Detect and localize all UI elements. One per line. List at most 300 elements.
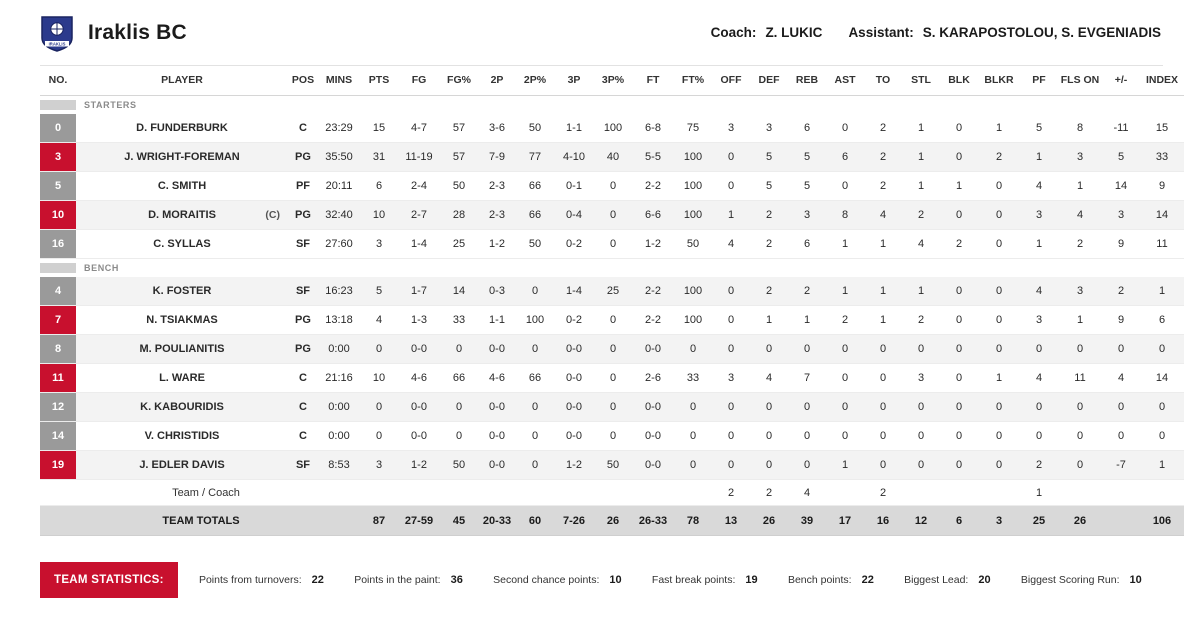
player-name[interactable] xyxy=(76,277,288,306)
to: 1 xyxy=(879,238,887,250)
3p: 1-2 xyxy=(566,459,582,471)
table-row[interactable] xyxy=(40,172,1184,201)
off: 0 xyxy=(727,401,735,413)
ft: 5-5 xyxy=(645,151,661,163)
3p: 0-2 xyxy=(566,238,582,250)
fgp: 50 xyxy=(452,180,466,192)
player-name-text: V. CHRISTIDIS xyxy=(144,430,220,442)
team-coach-off: 2 xyxy=(712,480,750,506)
team-coach-plusminus xyxy=(1102,480,1140,506)
player-name[interactable] xyxy=(76,393,288,422)
assistant-label: Assistant: xyxy=(848,25,914,40)
2pp: 50 xyxy=(528,238,542,250)
coach-label: Coach: xyxy=(710,25,757,40)
col-ftp[interactable]: FT% xyxy=(674,66,712,96)
jersey-cell xyxy=(40,364,76,393)
col-3p[interactable]: 3P xyxy=(554,66,594,96)
flson: 1 xyxy=(1076,180,1084,192)
col-fgp[interactable]: FG% xyxy=(440,66,478,96)
player-name[interactable] xyxy=(76,172,288,201)
table-row[interactable] xyxy=(40,393,1184,422)
plusminus: 3 xyxy=(1117,209,1125,221)
pts: 0 xyxy=(375,430,383,442)
jersey-cell xyxy=(40,143,76,172)
blkr: 0 xyxy=(995,314,1003,326)
player-name[interactable] xyxy=(76,143,288,172)
mins: 13:18 xyxy=(325,314,353,326)
jersey-cell xyxy=(40,422,76,451)
totals-blk: 6 xyxy=(940,506,978,536)
flson: 3 xyxy=(1076,285,1084,297)
stat-label: Bench points: xyxy=(787,574,852,586)
index: 1 xyxy=(1158,459,1166,471)
staff-info xyxy=(711,25,1163,40)
blkr: 2 xyxy=(995,151,1003,163)
ft: 2-2 xyxy=(645,314,661,326)
fgp: 0 xyxy=(455,401,463,413)
pos: SF xyxy=(295,238,311,250)
stat-value: 10 xyxy=(609,574,622,586)
totals-ftp: 78 xyxy=(674,506,712,536)
player-name[interactable] xyxy=(76,306,288,335)
mins: 8:53 xyxy=(328,459,350,471)
table-row[interactable] xyxy=(40,201,1184,230)
stat-label: Fast break points: xyxy=(651,574,736,586)
plusminus: 9 xyxy=(1117,314,1125,326)
pf: 3 xyxy=(1035,314,1043,326)
ft: 0-0 xyxy=(645,430,661,442)
ft: 6-8 xyxy=(645,122,661,134)
pf: 4 xyxy=(1035,285,1043,297)
pf: 5 xyxy=(1035,122,1043,134)
ast: 1 xyxy=(841,238,849,250)
jersey-number: 16 xyxy=(40,230,76,258)
fg: 2-7 xyxy=(411,209,427,221)
player-name[interactable] xyxy=(76,201,288,230)
col-player[interactable]: PLAYER xyxy=(76,66,288,96)
index: 33 xyxy=(1155,151,1169,163)
ast: 0 xyxy=(841,401,849,413)
fgp: 14 xyxy=(452,285,466,297)
2pp: 66 xyxy=(528,180,542,192)
fg: 0-0 xyxy=(411,401,427,413)
col-blk[interactable]: BLK xyxy=(940,66,978,96)
stat-label: Biggest Lead: xyxy=(904,574,969,586)
ftp: 100 xyxy=(683,285,703,297)
svg-text:IRAKLIS: IRAKLIS xyxy=(48,41,66,47)
col-no[interactable]: NO. xyxy=(40,66,76,96)
pos: C xyxy=(299,401,307,413)
pts: 31 xyxy=(372,151,386,163)
player-name[interactable] xyxy=(76,335,288,364)
jersey-number: 11 xyxy=(40,364,76,392)
def: 2 xyxy=(765,209,773,221)
blk: 2 xyxy=(955,238,963,250)
team-coach-blkr xyxy=(978,480,1020,506)
section-label-starters: STARTERS xyxy=(84,100,137,110)
fgp: 25 xyxy=(452,238,466,250)
coach-value: Z. LUKIC xyxy=(765,25,823,40)
index: 15 xyxy=(1155,122,1169,134)
fgp: 50 xyxy=(452,459,466,471)
pos: C xyxy=(299,430,307,442)
totals-reb: 39 xyxy=(788,506,826,536)
mins: 32:40 xyxy=(325,209,353,221)
3p: 0-0 xyxy=(566,430,582,442)
to: 4 xyxy=(879,209,887,221)
assistant-block xyxy=(848,25,1161,40)
blkr: 0 xyxy=(995,343,1003,355)
flson: 0 xyxy=(1076,343,1084,355)
stat-value: 20 xyxy=(978,574,991,586)
to: 1 xyxy=(879,314,887,326)
fg: 1-2 xyxy=(411,459,427,471)
jersey-number: 19 xyxy=(40,451,76,479)
ast: 8 xyxy=(841,209,849,221)
pf: 1 xyxy=(1035,238,1043,250)
fgp: 0 xyxy=(455,343,463,355)
reb: 7 xyxy=(803,372,811,384)
team-statistics-badge: TEAM STATISTICS: xyxy=(40,562,178,598)
mins: 27:60 xyxy=(325,238,353,250)
player-name-text: C. SYLLAS xyxy=(153,238,211,250)
2p: 2-3 xyxy=(489,180,505,192)
assistant-value: S. KARAPOSTOLOU, S. EVGENIADIS xyxy=(922,25,1161,40)
plusminus: 4 xyxy=(1117,372,1125,384)
col-ft[interactable]: FT xyxy=(632,66,674,96)
2p: 0-0 xyxy=(489,430,505,442)
team-coach-3p xyxy=(554,480,594,506)
blkr: 0 xyxy=(995,459,1003,471)
table-row[interactable] xyxy=(40,451,1184,480)
col-mins[interactable]: MINS xyxy=(318,66,360,96)
def: 5 xyxy=(765,151,773,163)
table-row[interactable] xyxy=(40,114,1184,143)
pts: 0 xyxy=(375,343,383,355)
mins: 35:50 xyxy=(325,151,353,163)
jersey-number: 4 xyxy=(40,277,76,305)
index: 9 xyxy=(1158,180,1166,192)
fgp: 66 xyxy=(452,372,466,384)
flson: 0 xyxy=(1076,459,1084,471)
team-coach-ast xyxy=(826,480,864,506)
team-statistics-list xyxy=(178,562,1163,598)
3p: 0-0 xyxy=(566,401,582,413)
team-coach-row xyxy=(40,480,1184,506)
blk: 0 xyxy=(955,459,963,471)
fgp: 57 xyxy=(452,122,466,134)
def: 2 xyxy=(765,285,773,297)
fg: 0-0 xyxy=(411,343,427,355)
pos: C xyxy=(299,372,307,384)
pts: 10 xyxy=(372,372,386,384)
2pp: 0 xyxy=(531,459,539,471)
3p: 0-0 xyxy=(566,343,582,355)
pf: 1 xyxy=(1035,151,1043,163)
def: 0 xyxy=(765,459,773,471)
player-name-text: C. SMITH xyxy=(157,180,207,192)
captain-mark: (C) xyxy=(265,209,280,221)
blk: 0 xyxy=(955,372,963,384)
blkr: 1 xyxy=(995,122,1003,134)
stat-item xyxy=(904,574,990,586)
reb: 0 xyxy=(803,343,811,355)
player-name-text: D. MORAITIS xyxy=(148,209,216,221)
player-name-text: M. POULIANITIS xyxy=(139,343,225,355)
pf: 2 xyxy=(1035,459,1043,471)
ftp: 0 xyxy=(689,459,697,471)
table-row[interactable] xyxy=(40,230,1184,259)
3p: 1-1 xyxy=(566,122,582,134)
blkr: 1 xyxy=(995,372,1003,384)
totals-off: 13 xyxy=(712,506,750,536)
def: 1 xyxy=(765,314,773,326)
pos: C xyxy=(299,122,307,134)
reb: 3 xyxy=(803,209,811,221)
def: 4 xyxy=(765,372,773,384)
2pp: 0 xyxy=(531,285,539,297)
blkr: 0 xyxy=(995,401,1003,413)
ast: 0 xyxy=(841,372,849,384)
boxscore-table xyxy=(40,66,1184,536)
pts: 3 xyxy=(375,238,383,250)
3p: 0-0 xyxy=(566,372,582,384)
col-to[interactable]: TO xyxy=(864,66,902,96)
stl: 2 xyxy=(917,209,925,221)
reb: 1 xyxy=(803,314,811,326)
jersey-number: 10 xyxy=(40,201,76,229)
section-starters-cell xyxy=(40,96,1184,115)
col-fg[interactable]: FG xyxy=(398,66,440,96)
plusminus: 5 xyxy=(1117,151,1125,163)
team-coach-2p xyxy=(478,480,516,506)
ftp: 100 xyxy=(683,209,703,221)
blkr: 0 xyxy=(995,285,1003,297)
totals-label: TEAM TOTALS xyxy=(76,506,288,536)
3pp: 0 xyxy=(609,238,617,250)
col-reb[interactable]: REB xyxy=(788,66,826,96)
pts: 6 xyxy=(375,180,383,192)
ft: 2-2 xyxy=(645,285,661,297)
col-pos[interactable]: POS xyxy=(288,66,318,96)
totals-ast: 17 xyxy=(826,506,864,536)
blk: 0 xyxy=(955,122,963,134)
team-coach-pts xyxy=(360,480,398,506)
table-row[interactable] xyxy=(40,364,1184,393)
stat-item xyxy=(493,574,622,586)
col-index[interactable]: INDEX xyxy=(1140,66,1184,96)
ftp: 100 xyxy=(683,314,703,326)
fgp: 28 xyxy=(452,209,466,221)
ftp: 33 xyxy=(686,372,700,384)
pos: SF xyxy=(295,285,311,297)
player-name[interactable] xyxy=(76,364,288,393)
blk: 0 xyxy=(955,151,963,163)
player-name-text: K. FOSTER xyxy=(152,285,212,297)
col-2pp[interactable]: 2P% xyxy=(516,66,554,96)
col-def[interactable]: DEF xyxy=(750,66,788,96)
team-coach-ft xyxy=(632,480,674,506)
off: 0 xyxy=(727,430,735,442)
fg: 1-4 xyxy=(411,238,427,250)
team-coach-label: Team / Coach xyxy=(76,480,288,506)
stat-item xyxy=(199,574,324,586)
off: 0 xyxy=(727,314,735,326)
col-2p[interactable]: 2P xyxy=(478,66,516,96)
jersey-cell xyxy=(40,201,76,230)
plusminus: -11 xyxy=(1113,122,1129,134)
stat-label: Second chance points: xyxy=(493,574,600,586)
player-name-text: J. WRIGHT-FOREMAN xyxy=(124,151,240,163)
stl: 1 xyxy=(917,122,925,134)
team-coach-index xyxy=(1140,480,1184,506)
section-label-bench: BENCH xyxy=(84,263,120,273)
section-starters xyxy=(40,96,1184,115)
index: 6 xyxy=(1158,314,1166,326)
blk: 0 xyxy=(955,430,963,442)
index: 14 xyxy=(1155,209,1169,221)
totals-pts: 87 xyxy=(360,506,398,536)
2pp: 0 xyxy=(531,401,539,413)
ast: 6 xyxy=(841,151,849,163)
stat-label: Biggest Scoring Run: xyxy=(1020,574,1120,586)
reb: 5 xyxy=(803,180,811,192)
2pp: 50 xyxy=(528,122,542,134)
to: 0 xyxy=(879,343,887,355)
stat-item xyxy=(1021,574,1142,586)
stat-value: 10 xyxy=(1129,574,1142,586)
col-3pp[interactable]: 3P% xyxy=(594,66,632,96)
2p: 1-1 xyxy=(489,314,505,326)
team-coach-mins xyxy=(318,480,360,506)
flson: 1 xyxy=(1076,314,1084,326)
stat-item xyxy=(652,574,758,586)
jersey-cell xyxy=(40,451,76,480)
pos: PG xyxy=(295,151,311,163)
table-row[interactable] xyxy=(40,422,1184,451)
to: 2 xyxy=(879,151,887,163)
pf: 0 xyxy=(1035,430,1043,442)
table-row[interactable] xyxy=(40,335,1184,364)
pts: 3 xyxy=(375,459,383,471)
section-bench xyxy=(40,259,1184,278)
ftp: 75 xyxy=(686,122,700,134)
off: 3 xyxy=(727,122,735,134)
3pp: 0 xyxy=(609,180,617,192)
3p: 0-1 xyxy=(566,180,582,192)
flson: 3 xyxy=(1076,151,1084,163)
2p: 0-0 xyxy=(489,401,505,413)
3pp: 100 xyxy=(603,122,623,134)
table-body xyxy=(40,96,1184,536)
mins: 0:00 xyxy=(328,401,350,413)
off: 0 xyxy=(727,459,735,471)
col-ast[interactable]: AST xyxy=(826,66,864,96)
3pp: 0 xyxy=(609,401,617,413)
col-stl[interactable]: STL xyxy=(902,66,940,96)
index: 14 xyxy=(1155,372,1169,384)
player-name[interactable] xyxy=(76,422,288,451)
reb: 5 xyxy=(803,151,811,163)
stl: 1 xyxy=(917,285,925,297)
col-off[interactable]: OFF xyxy=(712,66,750,96)
3pp: 0 xyxy=(609,372,617,384)
team-coach-2pp xyxy=(516,480,554,506)
stl: 4 xyxy=(917,238,925,250)
pf: 0 xyxy=(1035,401,1043,413)
mins: 16:23 xyxy=(325,285,353,297)
mins: 21:16 xyxy=(325,372,353,384)
def: 2 xyxy=(765,238,773,250)
totals-blkr: 3 xyxy=(978,506,1020,536)
index: 0 xyxy=(1158,401,1166,413)
stat-value: 36 xyxy=(450,574,463,586)
3pp: 50 xyxy=(606,459,620,471)
table-row[interactable] xyxy=(40,306,1184,335)
3pp: 0 xyxy=(609,343,617,355)
pos: PG xyxy=(295,343,311,355)
table-row[interactable] xyxy=(40,143,1184,172)
fg: 1-7 xyxy=(411,285,427,297)
col-pts[interactable]: PTS xyxy=(360,66,398,96)
to: 2 xyxy=(879,180,887,192)
pts: 4 xyxy=(375,314,383,326)
ft: 0-0 xyxy=(645,401,661,413)
flson: 2 xyxy=(1076,238,1084,250)
fgp: 0 xyxy=(455,430,463,442)
team-coach-ftp xyxy=(674,480,712,506)
col-pf[interactable]: PF xyxy=(1020,66,1058,96)
col-plusminus[interactable]: +/- xyxy=(1102,66,1140,96)
coach-block xyxy=(711,25,823,40)
table-row[interactable] xyxy=(40,277,1184,306)
team-coach-stl xyxy=(902,480,940,506)
to: 0 xyxy=(879,459,887,471)
stl: 3 xyxy=(917,372,925,384)
ftp: 0 xyxy=(689,401,697,413)
team-coach-fg xyxy=(398,480,440,506)
stl: 0 xyxy=(917,459,925,471)
off: 0 xyxy=(727,343,735,355)
jersey-cell xyxy=(40,306,76,335)
flson: 8 xyxy=(1076,122,1084,134)
plusminus: 0 xyxy=(1117,343,1125,355)
pts: 15 xyxy=(372,122,386,134)
totals-def: 26 xyxy=(750,506,788,536)
fgp: 33 xyxy=(452,314,466,326)
blk: 0 xyxy=(955,209,963,221)
pf: 4 xyxy=(1035,372,1043,384)
jersey-cell xyxy=(40,230,76,259)
player-name[interactable] xyxy=(76,114,288,143)
ftp: 50 xyxy=(686,238,700,250)
fg: 11-19 xyxy=(405,151,433,163)
totals-plusminus xyxy=(1102,506,1140,536)
totals-pf: 25 xyxy=(1020,506,1058,536)
ast: 1 xyxy=(841,285,849,297)
jersey-number: 0 xyxy=(40,114,76,142)
to: 2 xyxy=(879,122,887,134)
blk: 0 xyxy=(955,401,963,413)
totals-mins xyxy=(318,506,360,536)
col-flson[interactable]: FLS ON xyxy=(1058,66,1102,96)
col-blkr[interactable]: BLKR xyxy=(978,66,1020,96)
to: 0 xyxy=(879,372,887,384)
jersey-cell xyxy=(40,277,76,306)
player-name[interactable] xyxy=(76,230,288,259)
3pp: 0 xyxy=(609,209,617,221)
player-name[interactable] xyxy=(76,451,288,480)
